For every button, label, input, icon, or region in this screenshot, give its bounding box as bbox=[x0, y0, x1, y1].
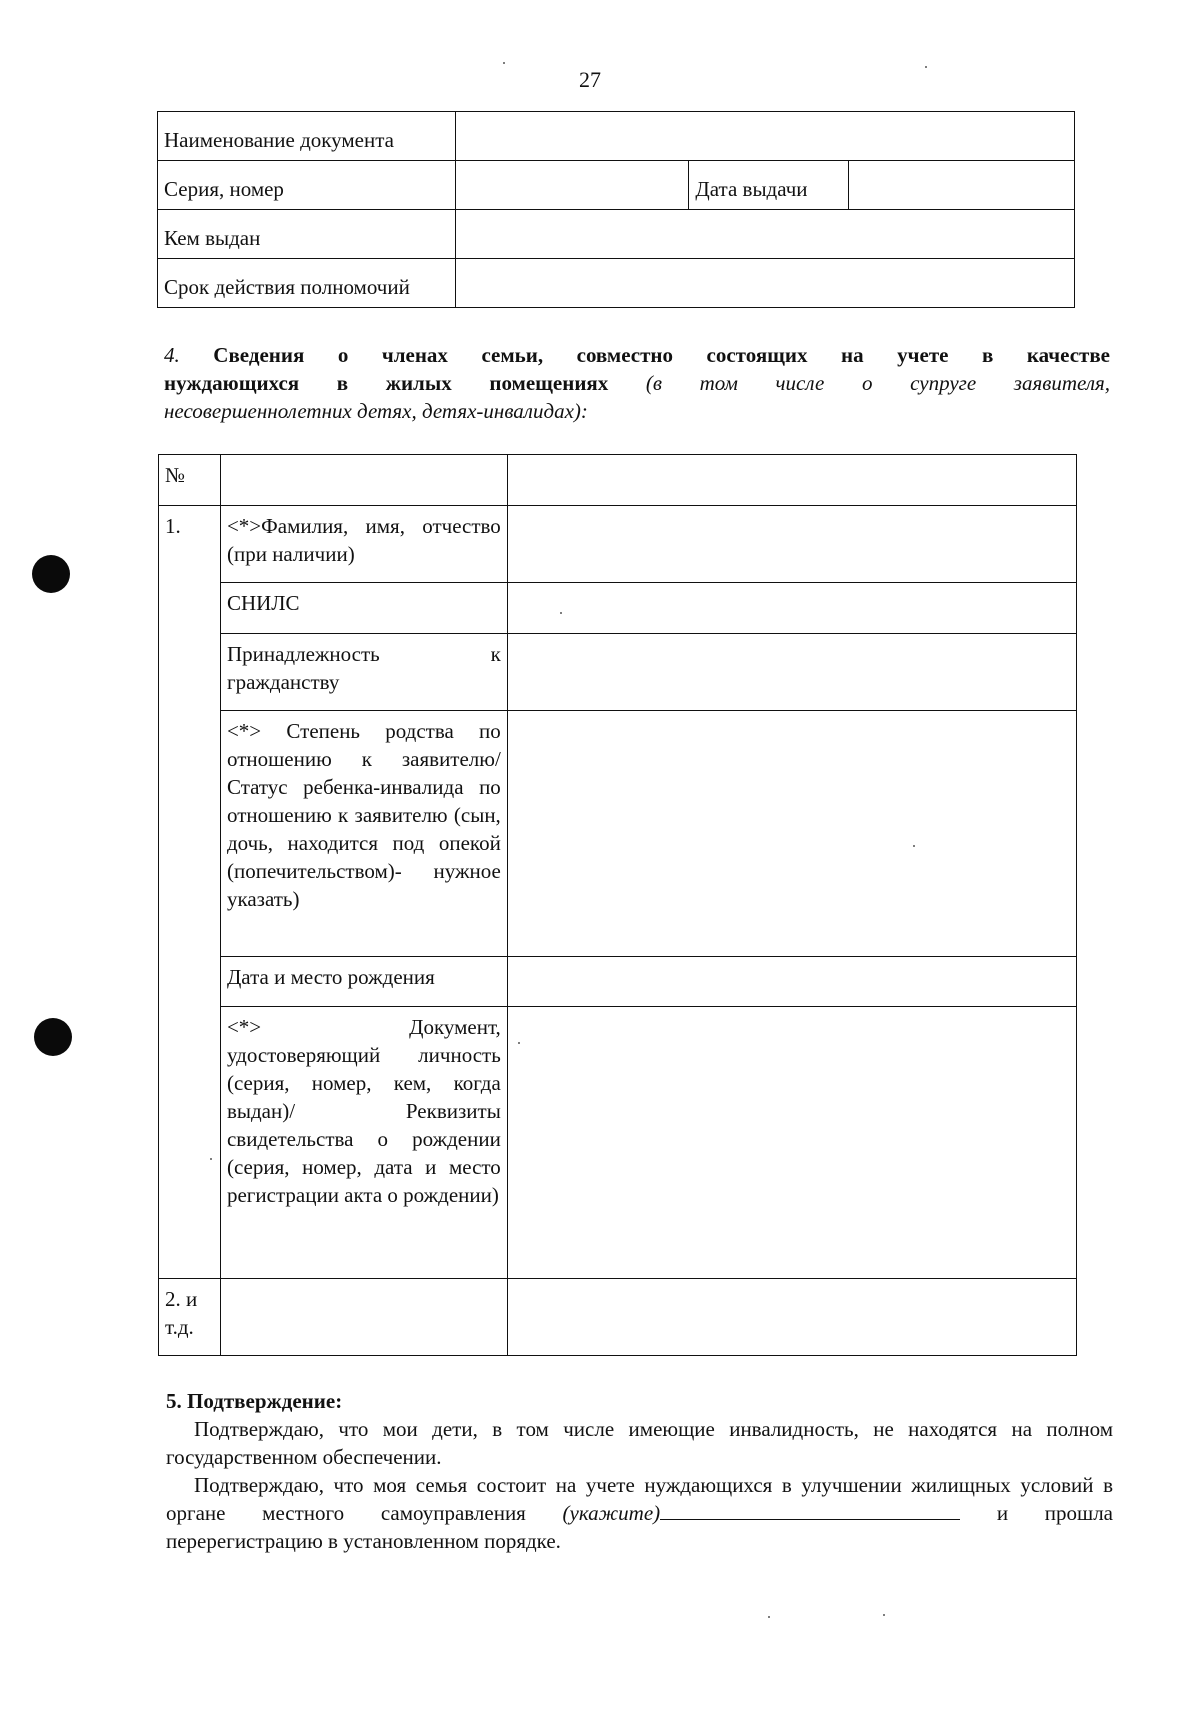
section4-heading bbox=[164, 341, 1110, 425]
table-row bbox=[159, 634, 1077, 711]
table-row bbox=[159, 1007, 1077, 1279]
issue-date-label: Дата выдачи bbox=[689, 161, 849, 210]
section5-paragraph2-start: Подтверждаю, что моя семья состоит на учете нуждающихся в улучшении жилищных условий в органе местного самоуправления bbox=[166, 1473, 1113, 1525]
family-members-table bbox=[158, 454, 1077, 1356]
issue-date-field[interactable] bbox=[849, 161, 1075, 210]
section5-title: 5. Подтверждение: bbox=[166, 1389, 343, 1413]
section4-bold-line2: нуждающихся в жилых помещениях bbox=[164, 371, 609, 395]
table-row bbox=[159, 957, 1077, 1007]
authority-term-label: Срок действия полномочий bbox=[158, 259, 456, 308]
document-name-field[interactable] bbox=[455, 112, 1074, 161]
punch-hole-top bbox=[32, 555, 70, 593]
snils-field[interactable] bbox=[507, 583, 1076, 634]
issued-by-label: Кем выдан bbox=[158, 210, 456, 259]
section5 bbox=[166, 1387, 1113, 1555]
page-number: 27 bbox=[579, 67, 601, 92]
authority-term-field[interactable] bbox=[455, 259, 1074, 308]
citizenship-field[interactable] bbox=[507, 634, 1076, 711]
series-number-label: Серия, номер bbox=[158, 161, 456, 210]
birth-date-place-field[interactable] bbox=[507, 957, 1076, 1007]
table-row bbox=[158, 210, 1075, 259]
scan-speck bbox=[503, 62, 505, 64]
issued-by-field[interactable] bbox=[455, 210, 1074, 259]
row2-value[interactable] bbox=[507, 1279, 1076, 1356]
table-row bbox=[159, 506, 1077, 583]
row2-number: 2. и т.д. bbox=[159, 1279, 221, 1356]
row1-number: 1. bbox=[159, 506, 221, 1279]
table-row bbox=[158, 112, 1075, 161]
full-name-field[interactable] bbox=[507, 506, 1076, 583]
section4-bold-line1: Сведения о членах семьи, совместно состоящих на учете в качестве bbox=[213, 343, 1111, 367]
identity-document-label: <*> Документ, удостоверяющий личность (серия, номер, кем, когда выдан)/ Реквизиты свидетельства о рождении (серия, номер, дата и место регистрации акта о рождении) bbox=[220, 1007, 507, 1279]
full-name-label: <*>Фамилия, имя, отчество (при наличии) bbox=[220, 506, 507, 583]
table-row bbox=[159, 583, 1077, 634]
section5-and: и bbox=[996, 1501, 1009, 1525]
section5-paragraph2 bbox=[166, 1471, 1113, 1555]
scan-speck bbox=[560, 612, 562, 614]
header-field-col bbox=[220, 455, 507, 506]
series-number-field[interactable] bbox=[455, 161, 689, 210]
scan-speck bbox=[913, 845, 915, 847]
header-value-col bbox=[507, 455, 1076, 506]
scan-speck bbox=[768, 1616, 770, 1618]
section4-italic-part2: (в том числе о супруге заявителя, bbox=[645, 371, 1110, 395]
scan-speck bbox=[883, 1614, 885, 1616]
row2-field[interactable] bbox=[220, 1279, 507, 1356]
document-details-table bbox=[157, 111, 1075, 308]
table-row bbox=[159, 455, 1077, 506]
table-row bbox=[159, 711, 1077, 957]
scan-speck bbox=[518, 1042, 520, 1044]
kinship-label: <*> Степень родства по отношению к заявителю/ Статус ребенка-инвалида по отношению к заявителю (сын, дочь, находится под опекой (попечительством)- нужное указать) bbox=[220, 711, 507, 957]
section4-number: 4. bbox=[164, 343, 180, 367]
citizenship-label: Принадлежность к гражданству bbox=[220, 634, 507, 711]
kinship-field[interactable] bbox=[507, 711, 1076, 957]
specify-hint: (укажите) bbox=[562, 1501, 661, 1525]
scan-speck bbox=[210, 1158, 212, 1160]
birth-date-place-label: Дата и место рождения bbox=[220, 957, 507, 1007]
local-authority-blank[interactable] bbox=[660, 1499, 960, 1520]
document-name-label: Наименование документа bbox=[158, 112, 456, 161]
section5-paragraph1: Подтверждаю, что мои дети, в том числе имеющие инвалидность, не находятся на полном государственном обеспечении. bbox=[166, 1417, 1113, 1469]
header-number: № bbox=[159, 455, 221, 506]
punch-hole-bottom bbox=[34, 1018, 72, 1056]
section4-italic-line3: несовершеннолетних детях, детях-инвалидах): bbox=[164, 399, 588, 423]
section5-paragraph2-end: прошла перерегистрацию в установленном порядке. bbox=[166, 1501, 1114, 1553]
scan-speck bbox=[925, 66, 927, 68]
table-row bbox=[158, 259, 1075, 308]
table-row bbox=[158, 161, 1075, 210]
identity-document-field[interactable] bbox=[507, 1007, 1076, 1279]
snils-label: СНИЛС bbox=[220, 583, 507, 634]
table-row bbox=[159, 1279, 1077, 1356]
